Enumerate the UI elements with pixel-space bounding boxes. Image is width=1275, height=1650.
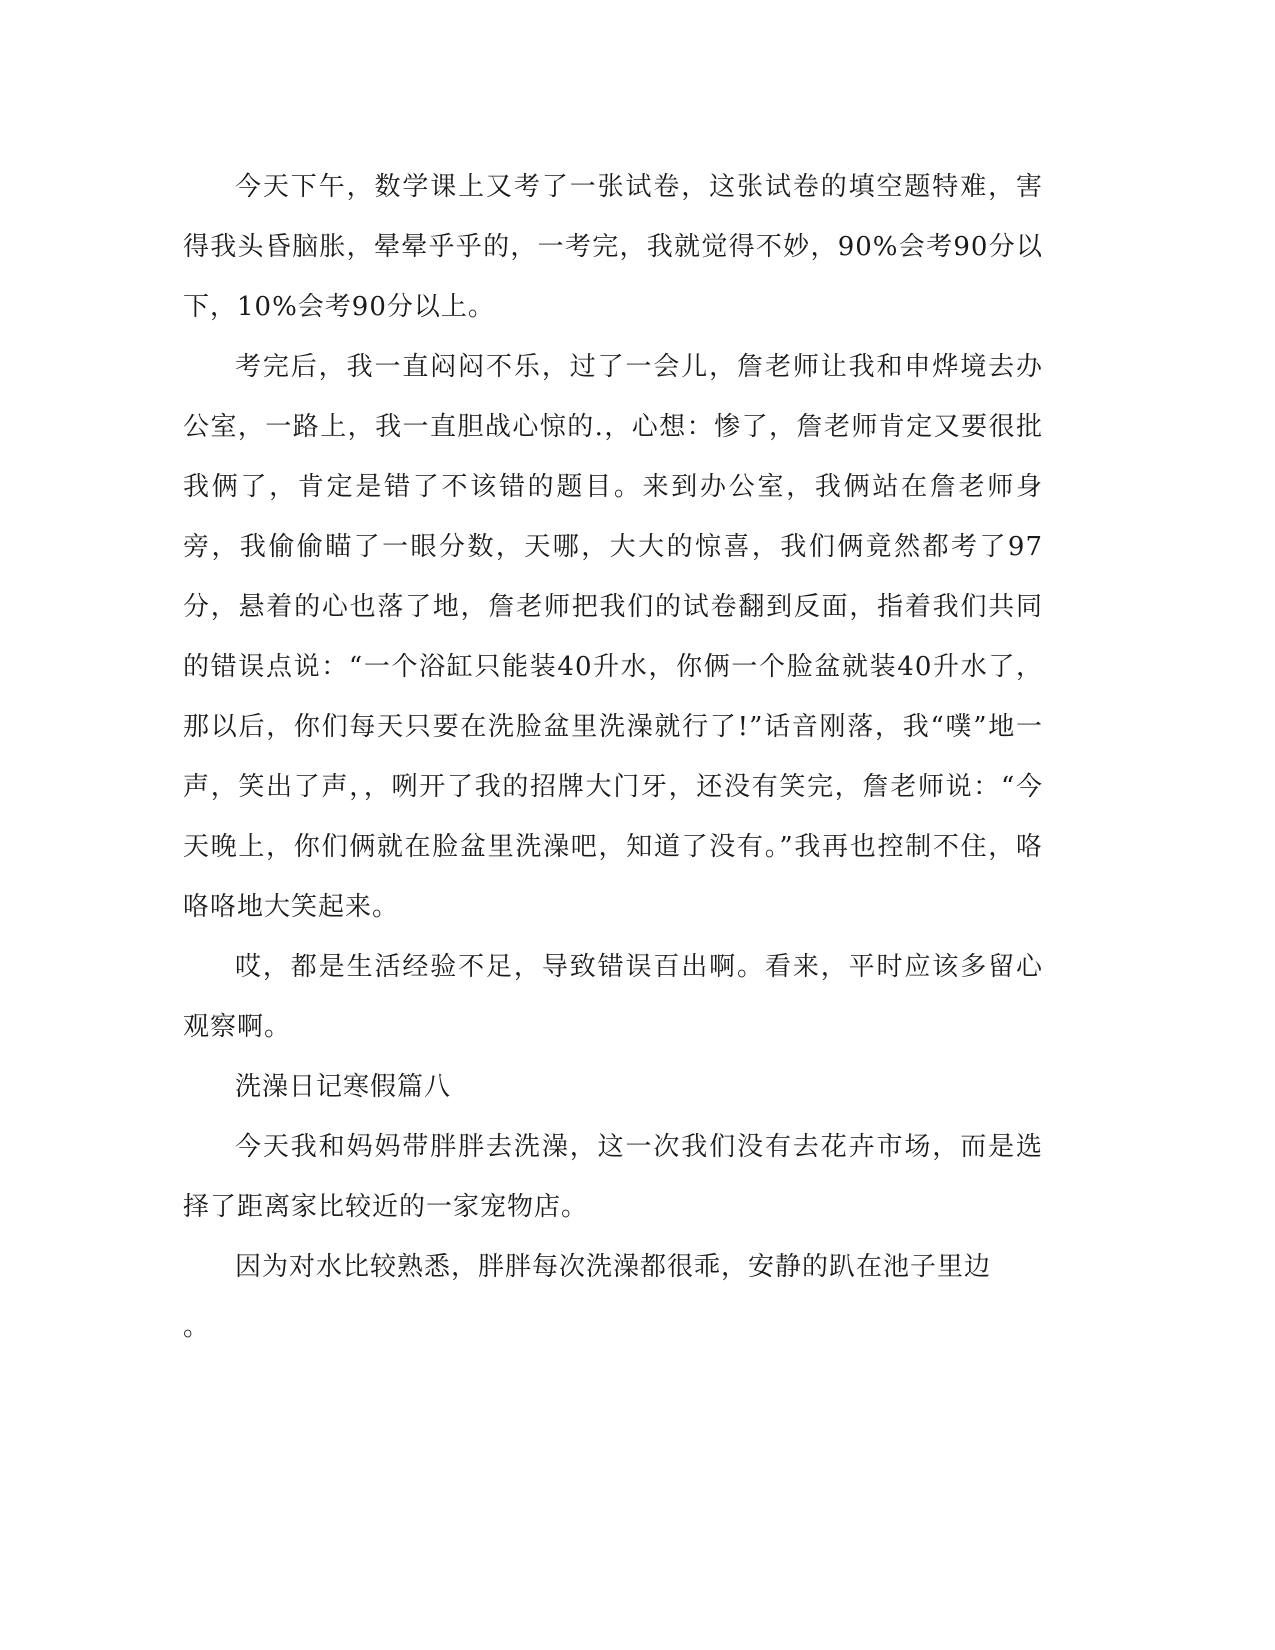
trailing-period: 。 (183, 1312, 211, 1342)
paragraph-pet-calm: 因为对水比较熟悉，胖胖每次洗澡都很乖，安静的趴在池子里边 (235, 1252, 992, 1282)
paragraph-office-story: 考完后，我一直闷闷不乐，过了一会儿，詹老师让我和申烨境去办公室，一路上，我一直胆战心惊的.，心想：惨了，詹老师肯定又要很批我俩了，肯定是错了不该错的题目。来到办公室，我俩站在詹老师身旁，我偷偷瞄了一眼分数，天哪，大大的惊喜，我们俩竟然都考了97分，悬着的心也落了地，詹老师把我们的试卷翻到反面，指着我们共同的错误点说：“一个浴缸只能装40升水，你俩一个脸盆就装40升水了，那以后，你们每天只要在洗脸盆里洗澡就行了!”话音刚落，我“噗”地一声，笑出了声，，咧开了我的招牌大门牙，还没有笑完，詹老师说：“今天晚上，你们俩就在脸盆里洗澡吧，知道了没有。”我再也控制不住，咯咯咯地大笑起来。 (183, 352, 1043, 922)
document-body (183, 157, 1043, 1357)
section-title: 洗澡日记寒假篇八 (235, 1072, 452, 1102)
paragraph-pet-bath: 今天我和妈妈带胖胖去洗澡，这一次我们没有去花卉市场，而是选择了距离家比较近的一家宠物店。 (183, 1132, 1043, 1222)
paragraph-reflection: 哎，都是生活经验不足，导致错误百出啊。看来，平时应该多留心观察啊。 (183, 952, 1043, 1042)
paragraph-exam-intro: 今天下午，数学课上又考了一张试卷，这张试卷的填空题特难，害得我头昏脑胀，晕晕乎乎的，一考完，我就觉得不妙，90%会考90分以下，10%会考90分以上。 (183, 172, 1043, 322)
